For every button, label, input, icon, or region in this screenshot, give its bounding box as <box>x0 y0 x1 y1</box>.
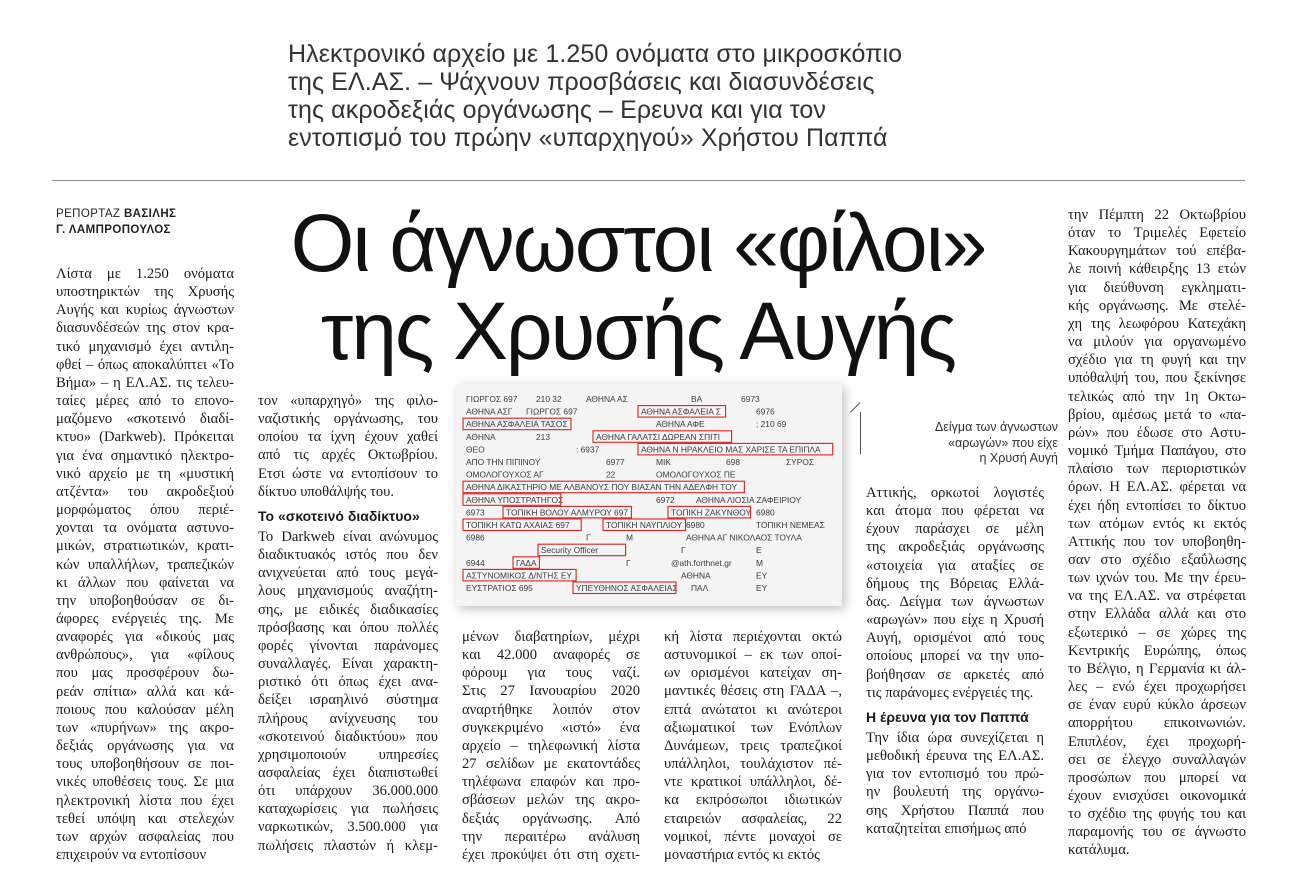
text-line: αστυνομικοί – εκ των οποί- <box>664 647 842 664</box>
text-line: τικό μηχανισμό έχει αντιλη- <box>56 338 234 355</box>
text-line: κι άλλων που φαίνεται να <box>56 574 234 591</box>
scan-entry: 22 <box>606 469 616 480</box>
text-line: Αττικής, ορκωτοί λογιστές <box>866 485 1044 501</box>
text-line: σαν στο σχέδιο εξαΰλωσης <box>1068 551 1246 568</box>
text-line: Ετσι ώστε να εντοπίσουν το <box>258 465 438 482</box>
text-line: καταχωρίσεις για πωλήσεις <box>258 801 438 818</box>
text-line: «σκοτεινού διαδικτύου» που <box>258 728 438 745</box>
text-line: κατάλυμα. <box>1068 842 1130 859</box>
text-line: Επιπλέον, έχει προχωρή- <box>1068 733 1246 750</box>
text-line: υπόθαλψή του, που ξεκίνησε <box>1068 370 1246 387</box>
text-line: σης, με ειδικές διαδικασίες <box>258 601 438 618</box>
scan-entry: ΟΜΟΛΟΓΟΥΧΟΣ ΠΕ <box>656 469 736 480</box>
text-line: συγκεκριμένο «ιστό» ένα <box>462 719 640 736</box>
subheadline <box>288 40 988 152</box>
scan-entry: ΕΥ <box>756 570 768 581</box>
scan-entry: ΕΥΣΤΡΑΤΙΟΣ 695 <box>466 583 533 593</box>
text-line: δεξιάς οργάνωσης. Από <box>462 810 640 827</box>
article-column-6 <box>1068 206 1246 860</box>
text-line: ότι υπάρχουν 36.000.000 <box>258 783 438 800</box>
text-line: τελικώς από την 1η Οκτω- <box>1068 388 1246 405</box>
text-line: Βήμα» – η ΕΛ.ΑΣ. τις τελευ- <box>56 374 234 391</box>
text-line: ρεάν σπίτια» αλλά και κά- <box>56 683 234 700</box>
text-line: Την ίδια ώρα συνεχίζεται η <box>866 729 1044 746</box>
text-line: εταιρειών ασφαλείας, 22 <box>664 810 842 827</box>
text-line: κής οργάνωσης. Με στελέ- <box>1068 297 1246 314</box>
scan-entry: 6977 <box>606 457 625 467</box>
text-line: δας. Δείγμα των άγνωστων <box>866 593 1044 610</box>
text-line: βρίου, αμέσως μετά το «πα- <box>1068 406 1246 423</box>
text-line: για διεύθυνση εγκληματι- <box>1068 279 1246 296</box>
caption-pointer <box>860 412 861 454</box>
scan-entry: 6986 <box>466 532 485 543</box>
text-line: πλήρους ανίχνευσης του <box>258 710 438 727</box>
text-line: που μας προσφέρουν δω- <box>56 665 234 682</box>
scan-entry: ΑΘΗΝΑ ΔΙΚΑΣΤΗΡΙΟ ΜΕ ΑΛΒΑΝΟΥΣ ΠΟΥ ΒΙΑΣΑΝ ΤΗΝ ΑΔΕΛΦΗ ΤΟΥ <box>466 482 738 493</box>
text-line: λους μηχανισμούς αναζήτη- <box>258 583 438 600</box>
text-line: Κεντρικής Ευρώπης, όπως <box>1068 642 1246 659</box>
text-line: ατζέντα» του ακροδεξιού <box>56 483 234 500</box>
text-line: χρησιμοποιούν υπηρεσίες <box>258 746 438 763</box>
text-line: μορφώματος όπου περιέ- <box>56 502 234 519</box>
scan-entry: ΘΕΟ <box>466 444 485 455</box>
text-line: πωλήσεις πλαστών ή κλεμ- <box>258 837 438 854</box>
text-line: μαζόμενο «σκοτεινό διαδί- <box>56 411 234 428</box>
scan-entry: ΒΑ <box>691 394 703 404</box>
caption-line: «αρωγών» που είχε <box>948 435 1058 450</box>
subheadline-line: Ηλεκτρονικό αρχείο με 1.250 ονόματα στο μικροσκόπιο <box>288 40 903 68</box>
text-line: χη της λεωφόρου Κατεχάκη <box>1068 315 1246 332</box>
scan-entry: ΤΟΠΙΚΗ ΒΟΛΟΥ ΑΛΜΥΡΟΥ 697 <box>506 507 629 518</box>
text-line: αξιωματικοί των Ενόπλων <box>664 719 842 736</box>
article-column-3 <box>462 628 640 864</box>
text-line: κτυο» (Darkweb). Πρόκειται <box>56 429 234 446</box>
text-line: σης Χρήστου Παππά που <box>866 802 1044 819</box>
text-line: διασυνδέσεών της στον κρα- <box>56 320 234 337</box>
scan-entry: ΑΘΗΝΑ ΑΣΦΑΛΕΙΑ ΤΑΣΟΣ <box>466 419 568 430</box>
text-line: ντε κρατικοί υπάλληλοι, δέ- <box>664 774 842 791</box>
text-line: τους υποβοηθήσουν σε ποι- <box>56 756 234 773</box>
scan-entry: Γ <box>681 545 686 556</box>
scan-entry: Μ <box>756 557 763 568</box>
text-line: νομικοί, πέντε μοναχοί σε <box>664 828 842 845</box>
scan-entry: ΑΣΤΥΝΟΜΙΚΟΣ Δ/ΝΤΗΣ ΕΥ <box>466 570 573 581</box>
text-line: των ατόμων εντός κι εκτός <box>1068 515 1246 532</box>
scan-entry: 6972 <box>656 494 675 505</box>
text-line: έχει ήδη εντοπίσει το δίκτυο <box>1068 497 1246 514</box>
text-line: των αρχών ασφαλείας που <box>56 828 234 845</box>
text-line: σχέδιο για τη φυγή και την <box>1068 352 1246 369</box>
text-line: να μιλούν για οργανωμένο <box>1068 334 1246 351</box>
text-line: συναλλαγές. Είναι χαρακτη- <box>258 656 438 673</box>
text-line: φορές γίνονται παράνομες <box>258 637 438 654</box>
text-line: κα εκπρόσωποι ιδιωτικών <box>664 792 842 809</box>
text-line: νικό αρχείο με τη «μυστική <box>56 465 234 482</box>
text-line: Κακουργημάτων τού επέβα- <box>1068 243 1246 260</box>
text-line: για ένα σημαντικό ηλεκτρο- <box>56 447 234 464</box>
text-line: Αυγής και κυρίως άγνωστων <box>56 302 234 319</box>
scan-entry: ΓΙΩΡΓΟΣ 697 <box>466 394 518 404</box>
section-subtitle: Η έρευνα για τον Παππά <box>866 708 1029 725</box>
text-line: νικές υποθέσεις τους. Σε μια <box>56 774 234 791</box>
text-line: τον «υπαρχηγό» της φιλο- <box>258 393 438 409</box>
scan-entry: Γ <box>626 557 631 568</box>
text-line: την Πέμπτη 22 Οκτωβρίου <box>1068 207 1246 223</box>
scan-entry: ΠΑΛ <box>691 583 709 593</box>
text-line: αρχείο – τηλεφωνική λίστα <box>462 737 640 754</box>
text-line: ην βουλευτή της οργάνω- <box>866 784 1044 801</box>
text-line: απορρήτου επικοινωνιών. <box>1068 715 1246 732</box>
text-line: σβάσεων μελών της ακρο- <box>462 792 640 809</box>
headline-line: Οι άγνωστοι «φίλοι» <box>290 198 986 289</box>
scan-entry: ΣΥΡΟΣ <box>786 457 815 467</box>
scan-entry: 698 <box>726 457 740 467</box>
scan-entry: ΥΠΕΥΘΗΝΟΣ ΑΣΦΑΛΕΙΑΣ <box>576 583 678 593</box>
scan-entry: ΑΘΗΝΑ Ν ΗΡΑΚΛΕΙΟ ΜΑΣ ΧΑΡΙΣΕ ΤΑ ΕΠΙΠΛΑ <box>641 444 821 455</box>
text-line: ναρκωτικών, 3.500.000 για <box>258 819 438 836</box>
text-line: ασφαλείας έχει διαπιστωθεί <box>258 764 438 781</box>
scan-entry: ΤΟΠΙΚΗ ΝΕΜΕΑΣ <box>756 520 825 530</box>
scan-entry: 6973 <box>741 394 760 404</box>
scan-entry: ΑΘΗΝΑ ΥΠΟΣΤΡΑΤΗΓΟΣ <box>466 494 564 505</box>
headline <box>278 200 998 376</box>
text-line: ων ορισμένοι κατείχαν ση- <box>664 665 842 682</box>
scan-entry: ΑΘΗΝΑ ΛΙΟΣΙΑ ΖΑΦΕΙΡΙΟΥ <box>696 494 802 505</box>
text-line: χονται τα ονόματα αστυνο- <box>56 520 234 537</box>
scan-entry: ΑΠΟ ΤΗΝ ΠΙΠΙΝΟΥ <box>466 457 541 467</box>
scan-entry: Ε <box>756 545 762 556</box>
scan-entry: 213 <box>536 431 550 442</box>
text-line: ριστικό ότι όπως έχει ανα- <box>258 674 438 691</box>
text-line: «στοιχεία για αταξίες σε <box>866 557 1044 574</box>
text-line: ανιχνεύεται από τους μεγά- <box>258 565 438 582</box>
text-line: ποιους που καλούσαν μέλη <box>56 701 234 718</box>
byline-name: Γ. ΛΑΜΠΡΟΠΟΥΛΟΣ <box>56 224 171 236</box>
text-line: δίκτυο υποθάλψής του. <box>258 483 395 500</box>
text-line: όρων. Η ΕΛ.ΑΣ. φέρεται να <box>1068 479 1246 496</box>
byline <box>56 206 216 238</box>
text-line: οποίου τα ίχνη έχουν χαθεί <box>258 429 438 446</box>
text-line: νομικό Τμήμα Παπάγου, στο <box>1068 443 1246 460</box>
text-line: παραμονής του σε άγνωστο <box>1068 824 1246 841</box>
text-line: πρόσβασης και όπου πολλές <box>258 619 438 636</box>
text-line: μένων διαβατηρίων, μέχρι <box>462 629 640 645</box>
text-line: Λίστα με 1.250 ονόματα <box>56 266 234 282</box>
scan-entry: 6980 <box>686 520 705 530</box>
text-line: Το Darkweb είναι ανώνυμος <box>258 528 438 545</box>
text-line: έχει προκύψει ότι στη σχετι- <box>462 846 640 863</box>
scan-entry: 6980 <box>756 507 775 518</box>
text-line: έχουν παράσχει σε μέλη <box>866 521 1044 538</box>
scan-entry: 6976 <box>756 406 775 417</box>
scan-entry: @ath.forthnet.gr <box>671 557 732 568</box>
scan-entry: ΜΙΚ <box>656 457 671 467</box>
caption-line: η Χρυσή Αυγή <box>979 451 1058 465</box>
scan-entry: ΑΘΗΝΑ ΑΣΓ <box>466 406 513 417</box>
scan-entry: ΟΜΟΛΟΓΟΥΧΟΣ ΑΓ <box>466 469 544 480</box>
scan-entry: ΤΟΠΙΚΗ ΚΑΤΩ ΑΧΑΙΑΣ 697 <box>466 520 570 530</box>
caption-line: Δείγμα των άγνωστων <box>934 420 1058 434</box>
text-line: της ακροδεξιάς οργάνωσης <box>866 539 1044 556</box>
text-line: εξωτερικό – σε χώρες της <box>1068 624 1246 641</box>
text-line: το Βέλγιο, η Γερμανία κι άλ- <box>1068 660 1246 677</box>
text-line: ναζιστικής οργάνωσης, του <box>258 411 438 428</box>
scan-entry: ΑΘΗΝΑ <box>466 431 496 442</box>
article-column-2 <box>258 392 438 855</box>
text-line: υπάλληλοι, τουλάχιστον πέ- <box>664 756 842 773</box>
text-line: την περαιτέρω ανάλυση <box>462 828 640 845</box>
scan-entry: Μ <box>626 532 633 543</box>
scan-entry: ΤΟΠΙΚΗ ΝΑΥΠΛΙΟΥ <box>606 520 683 530</box>
text-line: «αρωγών» που είχε η Χρυσή <box>866 612 1044 629</box>
text-line: αναρτήθηκε λοιπόν στον <box>462 701 640 718</box>
text-line: λε ποινή κάθειρξης 13 ετών <box>1068 261 1246 278</box>
article-column-4 <box>664 628 842 864</box>
text-line: μαντικές θέσεις στη ΓΑΔΑ –, <box>664 683 842 700</box>
text-line: και 42.000 αναφορές σε <box>462 647 640 664</box>
text-line: και άτομα που φέρεται να <box>866 503 1044 520</box>
text-line: άφορες ενέργειές της. Με <box>56 610 234 627</box>
text-line: ταίες μέρες από το επονο- <box>56 393 234 410</box>
subheadline-line: της ΕΛ.ΑΣ. – Ψάχνουν προσβάσεις και διασυνδέσεις <box>288 68 875 96</box>
scan-entry: ; 210 69 <box>756 419 787 430</box>
text-line: για τον εντοπισμό του πρώ- <box>866 766 1044 783</box>
text-line: Δυνάμεων, τρεις τραπεζικοί <box>664 737 842 754</box>
text-line: υποστηρικτών της Χρυσής <box>56 284 234 301</box>
text-line: τεθεί υπόψη και στελεχών <box>56 810 234 827</box>
byline-name: ΒΑΣΙΛΗΣ <box>123 208 177 220</box>
scan-entry: ΑΘΗΝΑ ΓΑΛΑΤΣΙ ΔΩΡΕΑΝ ΣΠΙΤΙ <box>596 431 720 442</box>
text-line: αναφορές για «δικούς μας <box>56 629 234 646</box>
text-line: των «πυρήνων» της ακρο- <box>56 719 234 736</box>
scan-entry: ΤΟΠΙΚΗ ΖΑΚΥΝΘΟΥ <box>671 507 752 518</box>
text-line: Στις 27 Ιανουαρίου 2020 <box>462 683 640 700</box>
text-line: ηλεκτρονική λίστα που έχει <box>56 792 234 809</box>
text-line: τις παράνομες ενέργειές της. <box>866 684 1034 701</box>
scanned-phone-list <box>456 384 842 606</box>
text-line: διαδικτυακός ιστός που δεν <box>258 547 438 564</box>
headline-line: της Χρυσής Αυγής <box>320 286 956 377</box>
text-line: τηλέφωνα επαφών και προ- <box>462 774 640 791</box>
article-column-5 <box>866 484 1044 838</box>
byline-label: ΡΕΠΟΡΤΑΖ <box>56 208 121 220</box>
image-caption <box>878 420 1058 467</box>
text-line: ρών» που έδωσε στο Αστυ- <box>1068 424 1246 441</box>
section-subtitle: Το «σκοτεινό διαδίκτυο» <box>258 507 420 524</box>
text-line: μικών, στρατιωτικών, κρατι- <box>56 538 234 555</box>
scan-entry: ΓΙΩΡΓΟΣ 697 <box>526 406 578 417</box>
scan-entry: ΑΘΗΝΑ ΑΓ ΝΙΚΟΛΑΟΣ ΤΟΥΛΑ <box>686 532 802 543</box>
text-line: να της ΕΛ.ΑΣ. να στρέφεται <box>1068 588 1246 605</box>
text-line: πλαίσιο των περιοριστικών <box>1068 461 1246 478</box>
text-line: επτά ανώτατοι κι ανώτεροι <box>664 701 842 718</box>
text-line: κή λίστα περιέχονται οκτώ <box>664 629 842 645</box>
text-line: σει σε έλεγχο συναλλαγών <box>1068 751 1246 768</box>
scan-entry: Γ <box>586 532 591 543</box>
text-line: καταζητείται επισήμως από <box>866 820 1027 837</box>
text-line: όταν το Τριμελές Εφετείο <box>1068 225 1246 242</box>
text-line: λες – ενώ έχει προχωρήσει <box>1068 679 1246 696</box>
text-line: δήμους της Βόρειας Ελλά- <box>866 575 1044 592</box>
text-line: ανθρώπους», για «φίλους <box>56 647 234 664</box>
text-line: στην Ελλάδα αλλά και στο <box>1068 606 1246 623</box>
text-line: μεθοδική έρευνα της ΕΛ.ΑΣ. <box>866 748 1044 765</box>
text-line: οποίους μπορεί να την υπο- <box>866 648 1044 665</box>
divider-rule <box>52 180 1245 181</box>
scan-entry: ΑΘΗΝΑ <box>681 570 711 581</box>
scan-entry: 210 32 <box>536 394 562 404</box>
scan-entry: ΑΘΗΝΑ ΑΣΦΑΛΕΙΑ Σ <box>641 406 721 417</box>
scan-entry: ΕΥ <box>756 583 768 593</box>
scan-entry: 6944 <box>466 557 485 568</box>
article-column-1 <box>56 265 234 864</box>
text-line: Αυγή, ορισμένοι από τους <box>866 630 1044 647</box>
scan-entry: Security Officer <box>541 545 599 556</box>
text-line: φθεί – όπως αποκαλύπτει «Το <box>56 356 234 373</box>
text-line: δείξει ισραηλινό σύστημα <box>258 692 438 709</box>
text-line: σε έναν ευρύ κύκλο άρσεων <box>1068 697 1246 714</box>
text-line: φόρουμ για τους ναζί. <box>462 665 640 682</box>
scan-entry: : 6937 <box>576 444 600 455</box>
text-line: 27 σελίδων με εκατοντάδες <box>462 756 640 773</box>
text-line: από τις αρχές Οκτωβρίου. <box>258 447 438 464</box>
text-line: την υποβοηθούσαν σε δι- <box>56 592 234 609</box>
text-line: των ιχνών του. Με την έρευ- <box>1068 570 1246 587</box>
text-line: έχουν ενισχύσει οικονομικά <box>1068 788 1246 804</box>
scan-entry: 6973 <box>466 507 485 518</box>
subheadline-line: εντοπισμό του πρώην «υπαρχηγού» Χρήστου Παππά <box>288 124 888 152</box>
subheadline-line: της ακροδεξιάς οργάνωσης – Ερευνα και για τον <box>288 96 827 124</box>
scan-entry: ΑΘΗΝΑ ΑΦΕ <box>656 419 705 430</box>
scan-entry: ΑΘΗΝΑ ΑΣ <box>586 394 628 404</box>
document-scan-image <box>456 384 842 606</box>
text-line: μοναστήρια εντός κι εκτός <box>664 846 820 863</box>
text-line: προσώπων που μπορεί να <box>1068 769 1246 786</box>
text-line: βοήθησαν σε αρκετές από <box>866 666 1044 683</box>
scan-entry: ΓΑΔΑ <box>516 557 537 568</box>
text-line: το σχέδιο της φυγής του και <box>1068 806 1246 823</box>
text-line: επιχειρούν να εντοπίσουν <box>56 847 207 863</box>
text-line: Αττικής που τον υποβοηθη- <box>1068 533 1246 550</box>
text-line: δεξιάς οργάνωσης για να <box>56 738 234 755</box>
text-line: κών υπαλλήλων, τραπεζικών <box>56 556 234 573</box>
